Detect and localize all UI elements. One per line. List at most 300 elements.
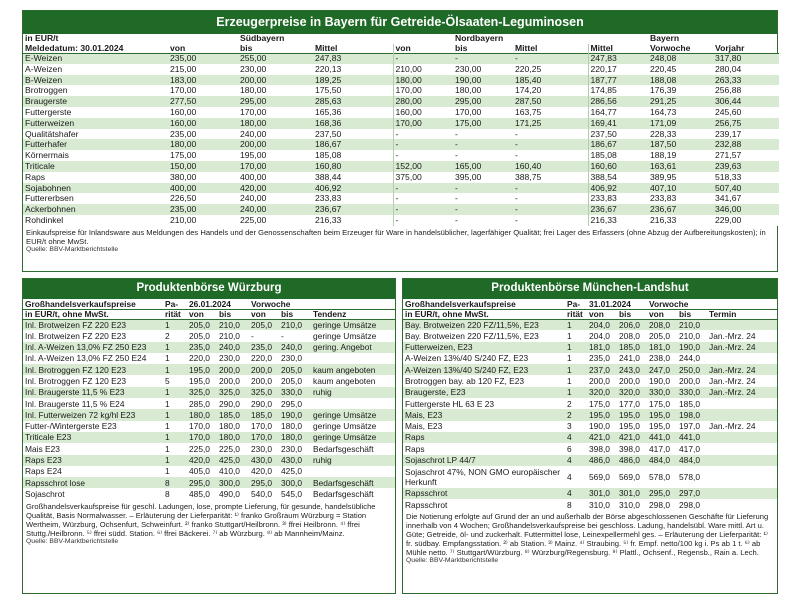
table-row bbox=[403, 375, 777, 386]
prev-von: 195,0 bbox=[647, 409, 677, 420]
sued-mittel: 175,50 bbox=[313, 85, 393, 96]
prev-von: 230,0 bbox=[249, 443, 279, 454]
table-header-row bbox=[23, 309, 395, 319]
table-row bbox=[23, 342, 395, 353]
nord-bis: 170,00 bbox=[453, 107, 513, 118]
prev-bis: 210,0 bbox=[677, 319, 707, 330]
price-bis: 301,0 bbox=[617, 488, 647, 499]
prev-bis: 197,0 bbox=[677, 421, 707, 432]
table-row bbox=[403, 421, 777, 432]
price-bis: 195,0 bbox=[617, 421, 647, 432]
bayern-mittel: 186,67 bbox=[588, 139, 648, 150]
product-name: Inl. Braugerste 11,5 % E23 bbox=[23, 387, 163, 398]
nord-bis: - bbox=[453, 129, 513, 140]
product-name: Mais E23 bbox=[23, 443, 163, 454]
sued-von: 235,00 bbox=[168, 53, 238, 64]
wuerzburg-panel bbox=[22, 278, 396, 594]
price-bis: 185,0 bbox=[617, 342, 647, 353]
price-bis: 180,0 bbox=[217, 432, 249, 443]
prev-bis: 545,0 bbox=[279, 488, 311, 499]
product-name: Rapsschrot lose bbox=[23, 477, 163, 488]
product-name: Inl. Brotroggen FZ 120 E23 bbox=[23, 375, 163, 386]
nord-mittel: - bbox=[513, 215, 588, 226]
termin bbox=[707, 398, 777, 409]
producer-prices-panel bbox=[22, 10, 778, 272]
price-bis: 195,0 bbox=[617, 409, 647, 420]
sued-von: 277,50 bbox=[168, 96, 238, 107]
sued-von: 380,00 bbox=[168, 172, 238, 183]
termin bbox=[707, 488, 777, 499]
price-von: 405,0 bbox=[187, 466, 217, 477]
sued-von: 400,00 bbox=[168, 183, 238, 194]
bayern-vorwoche: 188,19 bbox=[648, 150, 713, 161]
sued-bis: 200,00 bbox=[238, 75, 313, 86]
producer-prices-table bbox=[23, 34, 779, 226]
prev-von: 420,0 bbox=[249, 466, 279, 477]
nord-mittel: - bbox=[513, 150, 588, 161]
product-name: Inl. A-Weizen 13,0% FZ 250 E23 bbox=[23, 342, 163, 353]
prev-bis: 200,0 bbox=[677, 375, 707, 386]
paritaet: 1 bbox=[565, 330, 587, 341]
price-von: 220,0 bbox=[187, 353, 217, 364]
price-von: 175,0 bbox=[587, 398, 617, 409]
price-von: 235,0 bbox=[187, 342, 217, 353]
prev-bis: 180,0 bbox=[279, 421, 311, 432]
nord-mittel: 185,40 bbox=[513, 75, 588, 86]
nord-mittel: - bbox=[513, 183, 588, 194]
tendenz: geringe Umsätze bbox=[311, 319, 395, 330]
bayern-vorwoche: 164,73 bbox=[648, 107, 713, 118]
bayern-vorjahr: 263,33 bbox=[713, 75, 779, 86]
prev-von: 295,0 bbox=[647, 488, 677, 499]
prev-von: 484,0 bbox=[647, 455, 677, 466]
table-row bbox=[23, 96, 779, 107]
region-header-sued: Südbayern bbox=[240, 34, 285, 44]
hdr-paritaet: rität bbox=[567, 309, 583, 319]
price-von: 195,0 bbox=[187, 375, 217, 386]
wuerzburg-note: Großhandelsverkaufspreise für geschl. Ladungen, lose, prompte Lieferung, für gesunde, handelsübliche Qualität, Basis Normalwasser. – Erläuterung der Lieferparität: ¹⁾ franko Großraum Würzburg = Station Wertheim, Würzburg, Ochsenfurt, Schweinfurt. ²⁾ franko Stuttgart/Heilbronn. ³⁾ ffrei Heilbronn. ⁴⁾ ffrei Stuttg./Heilbronn. ⁵⁾ ffrei südd. Station. ⁶⁾ ffrei Bäckerei. ⁷⁾ ab Würzburg. ⁸⁾ ab Mannheim/Mainz. bbox=[26, 501, 376, 538]
product-name: Futter-/Wintergerste E23 bbox=[23, 421, 163, 432]
table-row bbox=[23, 183, 779, 194]
termin bbox=[707, 443, 777, 454]
prev-bis: 185,0 bbox=[677, 398, 707, 409]
bayern-vorjahr: 239,17 bbox=[713, 129, 779, 140]
price-von: 225,0 bbox=[187, 443, 217, 454]
table-row bbox=[23, 488, 395, 499]
price-bis: 210,0 bbox=[217, 330, 249, 341]
sued-bis: 200,00 bbox=[238, 139, 313, 150]
paritaet: 5 bbox=[163, 375, 187, 386]
table-row bbox=[403, 443, 777, 454]
sued-von: 175,00 bbox=[168, 150, 238, 161]
product-name: Brotroggen bbox=[23, 85, 168, 96]
bayern-mittel: 237,50 bbox=[588, 129, 648, 140]
price-von: 200,0 bbox=[587, 375, 617, 386]
price-von: 195,0 bbox=[587, 409, 617, 420]
prev-bis: 298,0 bbox=[677, 499, 707, 510]
prev-bis: 295,0 bbox=[279, 398, 311, 409]
tendenz: Bedarfsgeschäft bbox=[311, 443, 395, 454]
hdr-paritaet: Pa- bbox=[567, 299, 581, 309]
termin: Jan.-Mrz. 24 bbox=[707, 342, 777, 353]
bayern-vorjahr: 346,00 bbox=[713, 204, 779, 215]
prev-von: 430,0 bbox=[249, 455, 279, 466]
product-name: Raps bbox=[403, 432, 565, 443]
product-name: Futterhafer bbox=[23, 139, 168, 150]
paritaet: 1 bbox=[163, 455, 187, 466]
nord-bis: 190,00 bbox=[453, 75, 513, 86]
hdr-date: 31.01.2024 bbox=[589, 299, 631, 309]
termin bbox=[707, 499, 777, 510]
bayern-mittel: 236,67 bbox=[588, 204, 648, 215]
product-name: E-Weizen bbox=[23, 53, 168, 64]
prev-von: 181,0 bbox=[647, 342, 677, 353]
hdr-label: Großhandelsverkaufspreise bbox=[405, 299, 516, 309]
hdr-bis: bis bbox=[679, 309, 692, 319]
nord-mittel: - bbox=[513, 53, 588, 64]
price-von: 285,0 bbox=[187, 398, 217, 409]
prev-von: 190,0 bbox=[647, 375, 677, 386]
prev-bis: 230,0 bbox=[279, 443, 311, 454]
bayern-vorwoche: 220,45 bbox=[648, 64, 713, 75]
prev-von: 325,0 bbox=[249, 387, 279, 398]
sued-bis: 225,00 bbox=[238, 215, 313, 226]
sued-mittel: 168,36 bbox=[313, 118, 393, 129]
col-header: Vorjahr bbox=[715, 43, 745, 53]
price-bis: 310,0 bbox=[617, 499, 647, 510]
nord-bis: 175,00 bbox=[453, 118, 513, 129]
paritaet: 1 bbox=[163, 443, 187, 454]
sued-mittel: 285,63 bbox=[313, 96, 393, 107]
product-name: Bay. Brotweizen 220 FZ/11,5%, E23 bbox=[403, 319, 565, 330]
price-bis: 225,0 bbox=[217, 443, 249, 454]
product-name: Braugerste, E23 bbox=[403, 387, 565, 398]
nord-von: - bbox=[393, 215, 453, 226]
product-name: A-Weizen 13%/40 S/240 FZ, E23 bbox=[403, 364, 565, 375]
nord-mittel: - bbox=[513, 193, 588, 204]
paritaet: 1 bbox=[163, 409, 187, 420]
sued-mittel: 220,13 bbox=[313, 64, 393, 75]
sued-bis: 180,00 bbox=[238, 118, 313, 129]
prev-bis: 190,0 bbox=[677, 342, 707, 353]
region-header-bayern: Bayern bbox=[650, 34, 680, 44]
table-row bbox=[403, 387, 777, 398]
price-bis: 240,0 bbox=[217, 342, 249, 353]
sued-mittel: 388,44 bbox=[313, 172, 393, 183]
paritaet: 1 bbox=[163, 387, 187, 398]
table-row bbox=[403, 319, 777, 330]
price-bis: 486,0 bbox=[617, 455, 647, 466]
price-bis: 185,0 bbox=[217, 409, 249, 420]
table-row bbox=[23, 409, 395, 420]
paritaet: 1 bbox=[163, 466, 187, 477]
table-row bbox=[23, 161, 779, 172]
bayern-mittel: 388,54 bbox=[588, 172, 648, 183]
paritaet: 4 bbox=[565, 488, 587, 499]
prev-bis: 198,0 bbox=[677, 409, 707, 420]
nord-mittel: - bbox=[513, 139, 588, 150]
table-row bbox=[403, 499, 777, 510]
paritaet: 1 bbox=[163, 421, 187, 432]
bayern-mittel: 286,56 bbox=[588, 96, 648, 107]
nord-von: - bbox=[393, 183, 453, 194]
wuerzburg-source: Quelle: BBV-Marktberichtstelle bbox=[26, 537, 119, 545]
table-row bbox=[403, 364, 777, 375]
product-name: A-Weizen bbox=[23, 64, 168, 75]
sued-mittel: 236,67 bbox=[313, 204, 393, 215]
table-row bbox=[23, 353, 395, 364]
prev-bis: 250,0 bbox=[677, 364, 707, 375]
prev-von: 330,0 bbox=[647, 387, 677, 398]
bayern-vorwoche: 216,33 bbox=[648, 215, 713, 226]
prev-bis: 417,0 bbox=[677, 443, 707, 454]
prev-bis: 578,0 bbox=[677, 466, 707, 488]
product-name: Qualitätshafer bbox=[23, 129, 168, 140]
paritaet: 1 bbox=[163, 353, 187, 364]
bayern-mittel: 160,60 bbox=[588, 161, 648, 172]
price-bis: 208,0 bbox=[617, 330, 647, 341]
prev-von: 170,0 bbox=[249, 421, 279, 432]
product-name: Mais, E23 bbox=[403, 409, 565, 420]
table-row bbox=[23, 215, 779, 226]
hdr-bis: bis bbox=[619, 309, 632, 319]
tendenz: Bedarfsgeschäft bbox=[311, 477, 395, 488]
bayern-vorjahr: 245,60 bbox=[713, 107, 779, 118]
prev-bis: 210,0 bbox=[677, 330, 707, 341]
paritaet: 1 bbox=[565, 319, 587, 330]
sued-mittel: 237,50 bbox=[313, 129, 393, 140]
wuerzburg-table bbox=[23, 299, 395, 500]
hdr-prev: Vorwoche bbox=[251, 299, 291, 309]
hdr-termin: Termin bbox=[709, 309, 737, 319]
table-row bbox=[23, 477, 395, 488]
price-von: 195,0 bbox=[187, 364, 217, 375]
prev-bis: 330,0 bbox=[279, 387, 311, 398]
nord-bis: 180,00 bbox=[453, 85, 513, 96]
nord-mittel: - bbox=[513, 129, 588, 140]
price-von: 190,0 bbox=[587, 421, 617, 432]
table-header-row bbox=[403, 299, 777, 309]
bayern-vorjahr: 232,88 bbox=[713, 139, 779, 150]
sued-von: 226,50 bbox=[168, 193, 238, 204]
prev-von: 295,0 bbox=[249, 477, 279, 488]
prev-von: 200,0 bbox=[249, 375, 279, 386]
sued-bis: 255,00 bbox=[238, 53, 313, 64]
sued-mittel: 406,92 bbox=[313, 183, 393, 194]
table-row bbox=[23, 387, 395, 398]
sued-von: 183,00 bbox=[168, 75, 238, 86]
table-row bbox=[23, 375, 395, 386]
nord-bis: 295,00 bbox=[453, 96, 513, 107]
table-row bbox=[23, 118, 779, 129]
product-name: Ackerbohnen bbox=[23, 204, 168, 215]
bayern-vorjahr: 271,57 bbox=[713, 150, 779, 161]
product-name: Sojaschrot 47%, NON GMO europäischer Herkunft bbox=[403, 466, 565, 488]
bayern-vorwoche: 407,10 bbox=[648, 183, 713, 194]
table-row bbox=[23, 398, 395, 409]
table-row bbox=[403, 330, 777, 341]
nord-mittel: 163,75 bbox=[513, 107, 588, 118]
hdr-paritaet: Pa- bbox=[165, 299, 179, 309]
termin bbox=[707, 319, 777, 330]
paritaet: 1 bbox=[565, 342, 587, 353]
prev-von: 298,0 bbox=[647, 499, 677, 510]
price-von: 569,0 bbox=[587, 466, 617, 488]
nord-bis: - bbox=[453, 150, 513, 161]
product-name: Inl. A-Weizen 13,0% FZ 250 E24 bbox=[23, 353, 163, 364]
bayern-mittel: 174,85 bbox=[588, 85, 648, 96]
product-name: Futtergerste HL 63 E 23 bbox=[403, 398, 565, 409]
prev-von: 578,0 bbox=[647, 466, 677, 488]
sued-von: 150,00 bbox=[168, 161, 238, 172]
prev-von: 540,0 bbox=[249, 488, 279, 499]
table-row bbox=[403, 455, 777, 466]
muenchen-panel bbox=[402, 278, 778, 594]
table-row bbox=[23, 443, 395, 454]
tendenz bbox=[311, 466, 395, 477]
prev-von: 205,0 bbox=[647, 330, 677, 341]
nord-mittel: 160,40 bbox=[513, 161, 588, 172]
hdr-von: von bbox=[589, 309, 604, 319]
muenchen-source: Quelle: BBV-Marktberichtstelle bbox=[406, 557, 499, 565]
hdr-label: in EUR/t, ohne MwSt. bbox=[405, 309, 489, 319]
prev-von: - bbox=[249, 330, 279, 341]
price-von: 170,0 bbox=[187, 432, 217, 443]
hdr-von: von bbox=[251, 309, 266, 319]
tendenz: kaum angeboten bbox=[311, 364, 395, 375]
bayern-vorjahr: 256,75 bbox=[713, 118, 779, 129]
termin: Jan.-Mrz. 24 bbox=[707, 375, 777, 386]
table-header-row bbox=[23, 44, 779, 54]
sued-von: 215,00 bbox=[168, 64, 238, 75]
price-von: 205,0 bbox=[187, 330, 217, 341]
price-von: 421,0 bbox=[587, 432, 617, 443]
price-bis: 300,0 bbox=[217, 477, 249, 488]
price-bis: 325,0 bbox=[217, 387, 249, 398]
bayern-vorwoche: 163,61 bbox=[648, 161, 713, 172]
tendenz: gering. Angebot bbox=[311, 342, 395, 353]
bayern-mittel: 169,41 bbox=[588, 118, 648, 129]
nord-von: 160,00 bbox=[393, 107, 453, 118]
paritaet: 8 bbox=[565, 499, 587, 510]
price-von: 486,0 bbox=[587, 455, 617, 466]
prev-von: 238,0 bbox=[647, 353, 677, 364]
tendenz: ruhig bbox=[311, 387, 395, 398]
product-name: Futterweizen, E23 bbox=[403, 342, 565, 353]
price-bis: 206,0 bbox=[617, 319, 647, 330]
prev-von: 200,0 bbox=[249, 364, 279, 375]
tendenz: ruhig bbox=[311, 455, 395, 466]
prev-von: 195,0 bbox=[647, 421, 677, 432]
bayern-vorwoche: 233,83 bbox=[648, 193, 713, 204]
col-header: von bbox=[393, 44, 453, 54]
table-row bbox=[23, 193, 779, 204]
table-header-row bbox=[23, 299, 395, 309]
producer-prices-note: Einkaufspreise für Inlandsware aus Meldungen des Handels und der Genossenschaften beim Erzeuger für Ware in handelsüblicher, lagerfähiger Qualität; frei Lager des Erfassers (ohne Abzug der Aufbereitungskosten); in EUR/t ohne MwSt. bbox=[26, 227, 766, 246]
sued-mittel: 165,36 bbox=[313, 107, 393, 118]
sued-bis: 240,00 bbox=[238, 193, 313, 204]
table-header-row bbox=[23, 34, 779, 44]
product-name: B-Weizen bbox=[23, 75, 168, 86]
termin: Jan.-Mrz. 24 bbox=[707, 330, 777, 341]
table-row bbox=[23, 421, 395, 432]
table-row bbox=[23, 75, 779, 86]
prev-bis: 205,0 bbox=[279, 364, 311, 375]
termin bbox=[707, 353, 777, 364]
nord-von: 152,00 bbox=[393, 161, 453, 172]
sued-bis: 170,00 bbox=[238, 161, 313, 172]
sued-bis: 170,00 bbox=[238, 107, 313, 118]
termin bbox=[707, 409, 777, 420]
bayern-mittel: 220,17 bbox=[588, 64, 648, 75]
bayern-vorwoche: 187,50 bbox=[648, 139, 713, 150]
prev-von: 247,0 bbox=[647, 364, 677, 375]
nord-mittel: 388,75 bbox=[513, 172, 588, 183]
termin bbox=[707, 466, 777, 488]
nord-von: - bbox=[393, 204, 453, 215]
sued-mittel: 185,08 bbox=[313, 150, 393, 161]
paritaet: 1 bbox=[565, 364, 587, 375]
bayern-vorwoche: 176,39 bbox=[648, 85, 713, 96]
bayern-mittel: 406,92 bbox=[588, 183, 648, 194]
prev-bis: 230,0 bbox=[279, 353, 311, 364]
sued-bis: 180,00 bbox=[238, 85, 313, 96]
prev-bis: 441,0 bbox=[677, 432, 707, 443]
price-bis: 200,0 bbox=[617, 375, 647, 386]
paritaet: 1 bbox=[565, 353, 587, 364]
hdr-date: 26.01.2024 bbox=[189, 299, 231, 309]
nord-mittel: 171,25 bbox=[513, 118, 588, 129]
prev-von: 220,0 bbox=[249, 353, 279, 364]
paritaet: 1 bbox=[163, 364, 187, 375]
price-von: 301,0 bbox=[587, 488, 617, 499]
price-bis: 241,0 bbox=[617, 353, 647, 364]
prev-bis: 300,0 bbox=[279, 477, 311, 488]
table-row bbox=[403, 398, 777, 409]
price-von: 181,0 bbox=[587, 342, 617, 353]
price-bis: 569,0 bbox=[617, 466, 647, 488]
wuerzburg-title: Produktenbörse Würzburg bbox=[23, 279, 395, 299]
paritaet: 2 bbox=[163, 330, 187, 341]
price-von: 325,0 bbox=[187, 387, 217, 398]
price-von: 237,0 bbox=[587, 364, 617, 375]
tendenz: geringe Umsätze bbox=[311, 432, 395, 443]
paritaet: 1 bbox=[163, 432, 187, 443]
tendenz: geringe Umsätze bbox=[311, 421, 395, 432]
product-name: Mais, E23 bbox=[403, 421, 565, 432]
paritaet: 4 bbox=[565, 455, 587, 466]
product-name: Inl. Braugerste 11,5 % E24 bbox=[23, 398, 163, 409]
bayern-vorwoche: 228,33 bbox=[648, 129, 713, 140]
table-row bbox=[23, 319, 395, 330]
hdr-von: von bbox=[189, 309, 204, 319]
product-name: Triticale bbox=[23, 161, 168, 172]
table-row bbox=[23, 172, 779, 183]
product-name: Inl. Futterweizen 72 kg/hl E23 bbox=[23, 409, 163, 420]
price-bis: 177,0 bbox=[617, 398, 647, 409]
price-von: 295,0 bbox=[187, 477, 217, 488]
prev-bis: 330,0 bbox=[677, 387, 707, 398]
price-von: 310,0 bbox=[587, 499, 617, 510]
product-name: Futterweizen bbox=[23, 118, 168, 129]
product-name: A-Weizen 13%/40 S/240 FZ, E23 bbox=[403, 353, 565, 364]
product-name: Sojaschrot bbox=[23, 488, 163, 499]
product-name: Raps E24 bbox=[23, 466, 163, 477]
product-name: Rapsschrot bbox=[403, 499, 565, 510]
product-name: Inl. Brotweizen FZ 220 E23 bbox=[23, 330, 163, 341]
table-row bbox=[23, 64, 779, 75]
nord-bis: - bbox=[453, 193, 513, 204]
